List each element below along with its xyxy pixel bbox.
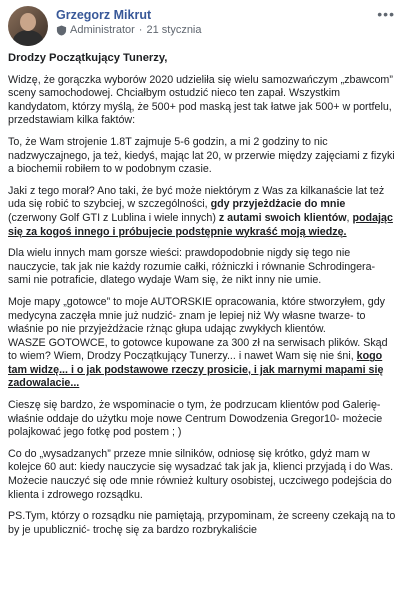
post-meta — [56, 6, 397, 38]
meta-separator: · — [138, 24, 143, 36]
post-date[interactable]: 21 stycznia — [146, 24, 202, 36]
admin-badge-icon — [56, 25, 67, 36]
paragraph-3-text-e: , — [346, 211, 353, 224]
paragraph-6: Cieszę się bardzo, że wspominacie o tym, że podrzucam klientów pod Galerię- właśnie oddaje do użytku moje nowe Centrum Dowodzenia Gregor10- możecie polajkować jego fotkę pod postem ; ) — [8, 399, 383, 439]
paragraph-2: To, że Wam strojenie 1.8T zajmuje 5-6 godzin, a mi 2 godziny to nic nadzwyczajnego, ja też, kiedyś, mając lat 20, w przerwie między zajęciami z fizyki a biochemii robiłem to w podobnym czasie. — [8, 135, 395, 176]
role-label: Administrator — [70, 24, 135, 36]
author-name[interactable]: Grzegorz Mikrut — [56, 8, 152, 22]
paragraph-8: PS.Tym, którzy o rozsądku nie pamiętają, przypominam, że screeny czekają na to by je upublicznić- trochę się za bardzo rozbrykaliście — [8, 510, 396, 536]
paragraph-5-text-b: WASZE GOTOWCE, to gotowce kupowane za 300 zł na serwisach plików. Skąd to wiem? Wiem, Drodzy Początkujący Tunerzy... i nawet Wam się nie śni, — [8, 336, 388, 363]
paragraph-3-bold-a: gdy przyjeżdżacie do mnie — [210, 198, 346, 211]
post-body — [8, 52, 397, 537]
paragraph-3-bold-underlined: podając się za kogoś innego i próbujecie podstępnie wykraść moją wiedzę. — [8, 211, 393, 238]
paragraph-3 — [8, 185, 397, 239]
author-avatar[interactable] — [8, 6, 48, 46]
paragraph-5-bold-underlined: kogo tam widzę... i o jak podstawowe rzeczy prosicie, i jak marnymi mapami się zadowalacie... — [8, 350, 384, 390]
paragraph-5 — [8, 296, 397, 391]
paragraph-3-text-c: (czerwony Golf GTI z Lublina i wiele innych) — [8, 211, 219, 224]
more-options-icon[interactable]: ••• — [377, 6, 395, 22]
paragraph-3-text-a: Jaki z tego morał? Ano taki, że być może niektórym z Was za kilkanaście lat też uda się robić to szybciej, w szczególności, — [8, 184, 385, 211]
paragraph-3-bold-d: z autami swoich klientów — [218, 211, 347, 224]
paragraph-7: Co do „wysadzanych” przeze mnie silników, odniosę się krótko, gdyż mam w kolejce 60 aut: kiedy nauczycie się wysadzać tak jak ja, klienci przyjadą i do Was. Możecie nauczyć się ode mnie również kultury osobistej, uczciwego podejścia do klienta i zdrowego rozsądku. — [8, 447, 394, 501]
paragraph-4: Dla wielu innych mam gorsze wieści: prawdopodobnie nigdy się tego nie nauczycie, tak jak nie każdy rozumie całki, różniczki i równanie Schrodingera- sami nie potraficie, dlatego wydaje Wam się, że nikt inny nie umie. — [8, 247, 376, 287]
post-header — [8, 6, 397, 46]
post-greeting: Drodzy Początkujący Tunerzy, — [8, 52, 168, 64]
paragraph-1: Widzę, że gorączka wyborów 2020 udzieliła się wielu samozwańczym „zbawcom” sceny samochodowej. Chciałbym ostudzić nieco ten zapał. Wszystkim kandydatom, którzy myślą, że 500+ pod maską jest tak łatwe jak 500+ w portfelu, przedstawiam kilka faktów: — [8, 73, 393, 127]
post-subline — [56, 23, 397, 38]
paragraph-5-text-a: Moje mapy „gotowce” to moje AUTORSKIE opracowania, które stworzyłem, gdy medycyna zaczęła mnie już nudzić- znam je lepiej niż Wy własne twarze- to właśnie po nie przyjeżdżacie rżnąc głupa udając zwykłych klientów. — [8, 295, 385, 336]
